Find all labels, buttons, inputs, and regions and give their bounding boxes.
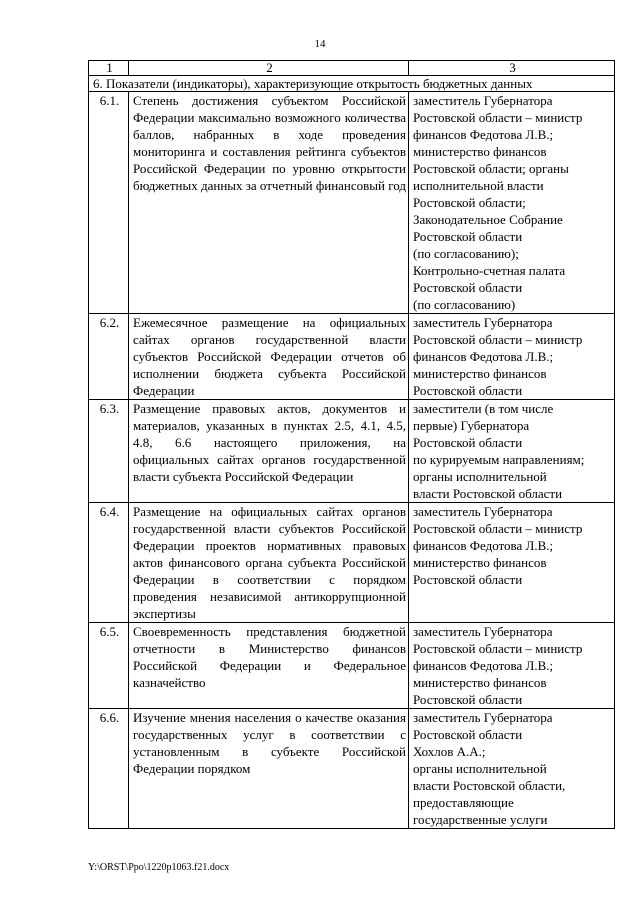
responsible-line: Ростовской области;: [413, 195, 526, 210]
row-number: 6.1.: [89, 92, 129, 314]
responsible-line: государственные услуги: [413, 812, 548, 827]
responsible-line: Ростовской области: [413, 435, 523, 450]
responsible-line: первые) Губернатора: [413, 418, 530, 433]
indicator-description: Степень достижения субъектом Российской Федерации максимально возможного количества баллов, набранных в ходе проведения мониторинга и составления рейтинга субъектов Российской Федерации по уровню открытости бюджетных данных за отчетный финансовый год: [129, 92, 409, 314]
responsible-line: Законодательное Собрание: [413, 212, 563, 227]
responsible-line: министерство финансов: [413, 366, 547, 381]
responsible-line: Хохлов А.А.;: [413, 744, 486, 759]
section-title: 6. Показатели (индикаторы), характеризующие открытость бюджетных данных: [89, 76, 615, 92]
section-title-row: [89, 76, 615, 92]
responsible-line: Контрольно-счетная палата: [413, 263, 566, 278]
responsible-line: заместитель Губернатора: [413, 93, 553, 108]
row-number: 6.4.: [89, 503, 129, 623]
responsible-line: министерство финансов: [413, 555, 547, 570]
table-row: [89, 92, 615, 314]
table-row: [89, 623, 615, 709]
responsible-line: Ростовской области: [413, 572, 523, 587]
indicator-description: Размещение правовых актов, документов и материалов, указанных в пунктах 2.5, 4.1, 4.5, 4.8, 6.6 настоящего приложения, на официальных сайтах органов государственной власти субъекта Российской Федерации: [129, 400, 409, 503]
responsible-line: органы исполнительной: [413, 761, 547, 776]
responsible-line: министерство финансов: [413, 675, 547, 690]
header-col-3: 3: [409, 61, 615, 76]
responsible-line: финансов Федотова Л.В.;: [413, 538, 554, 553]
responsible-executors: [409, 709, 615, 829]
responsible-line: заместитель Губернатора: [413, 315, 553, 330]
row-number: 6.5.: [89, 623, 129, 709]
row-number: 6.6.: [89, 709, 129, 829]
row-number: 6.3.: [89, 400, 129, 503]
responsible-line: предоставляющие: [413, 795, 514, 810]
indicator-description: Размещение на официальных сайтах органов государственной власти субъектов Российской Федерации проектов нормативных правовых актов финансового органа субъекта Российской Федерации в соответствии с порядком проведения независимой антикоррупционной экспертизы: [129, 503, 409, 623]
responsible-executors: [409, 400, 615, 503]
table-row: [89, 400, 615, 503]
responsible-line: Ростовской области – министр: [413, 521, 583, 536]
indicator-description: Ежемесячное размещение на официальных сайтах органов государственной власти субъектов Российской Федерации отчетов об исполнении бюджета субъекта Российской Федерации: [129, 314, 409, 400]
responsible-line: по курируемым направлениям;: [413, 452, 585, 467]
responsible-line: Ростовской области: [413, 280, 523, 295]
indicator-description: Изучение мнения населения о качестве оказания государственных услуг в соответствии с установленным в субъекте Российской Федерации порядком: [129, 709, 409, 829]
table-row: [89, 314, 615, 400]
table-row: [89, 709, 615, 829]
responsible-line: Ростовской области – министр: [413, 332, 583, 347]
indicator-description: Своевременность представления бюджетной отчетности в Министерство финансов Российской Федерации и Федеральное казначейство: [129, 623, 409, 709]
responsible-line: министерство финансов: [413, 144, 547, 159]
page-number: 14: [314, 38, 326, 50]
responsible-line: финансов Федотова Л.В.;: [413, 127, 554, 142]
file-path-footer: Y:\ORST\Ppo\1220p1063.f21.docx: [88, 862, 230, 873]
responsible-line: заместитель Губернатора: [413, 504, 553, 519]
table-header-row: [89, 61, 615, 76]
header-col-2: 2: [129, 61, 409, 76]
responsible-line: органы исполнительной: [413, 469, 547, 484]
responsible-line: Ростовской области: [413, 692, 523, 707]
responsible-line: (по согласованию);: [413, 246, 519, 261]
responsible-line: заместители (в том числе: [413, 401, 554, 416]
row-number: 6.2.: [89, 314, 129, 400]
responsible-line: финансов Федотова Л.В.;: [413, 658, 554, 673]
responsible-executors: [409, 314, 615, 400]
responsible-line: исполнительной власти: [413, 178, 544, 193]
responsible-line: Ростовской области: [413, 383, 523, 398]
responsible-executors: [409, 623, 615, 709]
responsible-line: Ростовской области: [413, 229, 523, 244]
responsible-line: финансов Федотова Л.В.;: [413, 349, 554, 364]
responsible-line: Ростовской области – министр: [413, 110, 583, 125]
indicators-table: [88, 60, 615, 829]
table-row: [89, 503, 615, 623]
responsible-line: Ростовской области: [413, 727, 523, 742]
responsible-line: заместитель Губернатора: [413, 710, 553, 725]
responsible-line: (по согласованию): [413, 297, 516, 312]
responsible-executors: [409, 503, 615, 623]
responsible-line: Ростовской области – министр: [413, 641, 583, 656]
responsible-line: власти Ростовской области: [413, 486, 563, 501]
header-col-1: 1: [89, 61, 129, 76]
responsible-line: Ростовской области; органы: [413, 161, 569, 176]
responsible-line: заместитель Губернатора: [413, 624, 553, 639]
responsible-line: власти Ростовской области,: [413, 778, 566, 793]
responsible-executors: [409, 92, 615, 314]
